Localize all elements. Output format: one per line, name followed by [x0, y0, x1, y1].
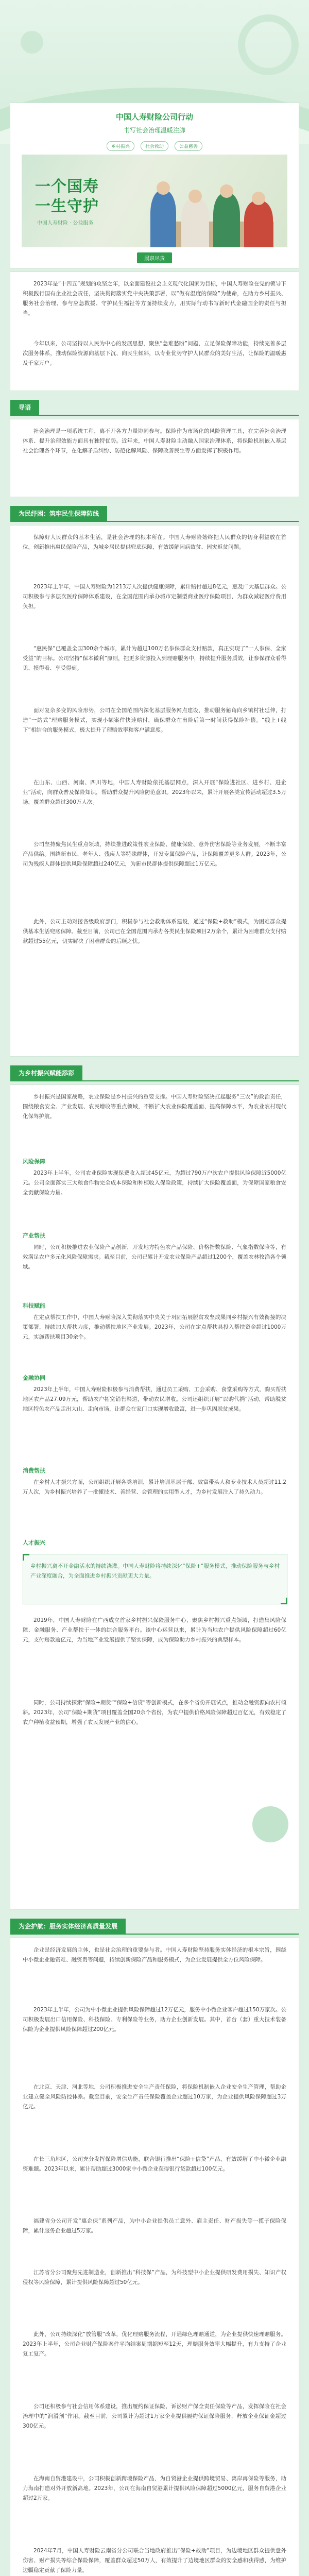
section-header-part3	[10, 1919, 299, 1934]
person-head	[157, 181, 170, 195]
body-paragraph: 此外，公司持续深化“放管服”改革，优化理赔服务流程，开通绿色理赔通道，为企业提供快速理赔服务。2023年上半年，公司企业财产保险案件平均结案周期缩短至12天，理赔服务效率大幅提升，有力支持了企业复工复产。	[23, 2331, 286, 2357]
body-paragraph: 2023年上半年，中国人寿财险积极参与消费帮扶，通过员工采购、工会采购、食堂采购等方式，购买帮扶地区农产品27.09万元，帮助农户拓宽销售渠道，带动农民增收。公司还组织开展“以购代捐”活动，帮助脱贫地区特色农产品走出大山、走向市场，让群众在家门口实现增收致富，进一步巩固脱贫成果。	[23, 1386, 286, 1412]
person-figure	[244, 201, 273, 247]
subsection-title: 风险保障	[23, 1158, 45, 1165]
decorative-circle	[252, 1806, 288, 1842]
section-label: 为民纾困：筑牢民生保障防线	[10, 506, 107, 521]
body-paragraph: 企业是经济发展的主体，也是社会治理的重要参与者。中国人寿财险坚持服务实体经济的根本宗旨，围绕中小微企业融资难、融资贵等问题，持续创新保险产品和服务模式，为企业发展提供全方位风险保障。	[23, 1947, 286, 1963]
section-rule	[10, 1080, 299, 1081]
lead-paragraph: 社会治理是一项系统工程，离不开各方力量协同参与。保险作为市场化的风险管理工具，在完善社会治理体系、提升治理效能方面具有独特优势。近年来，中国人寿财险主动融入国家治理体系，将保险机制嵌入基层社会治理各个环节，在化解矛盾纠纷、防范化解风险、保障改善民生等方面发挥了积极作用。	[23, 428, 286, 454]
subsection-title: 金融协同	[23, 1375, 45, 1381]
body-paragraph: 在长三角地区，公司充分发挥保险增信功能，联合银行推出“保险+信贷”产品，有效缓解了中小微企业融资难题。2023年以来，累计帮助超过3000家中小微企业获得银行贷款超过100亿元。	[23, 2156, 286, 2172]
body-paragraph: 面对复杂多变的风险形势，公司在全国范围内深化基层服务网点建设，推动服务触角向乡镇村社延伸，打造“一站式”理赔服务模式，实现小额案件快速赔付，确保群众在出险后第一时间获得保险补偿。“线上+线下”相结合的服务模式，极大提升了理赔效率和客户满意度。	[23, 707, 286, 733]
photo-slogan-sub: 中国人寿财险 · 公益服务	[37, 221, 94, 226]
body-paragraph: 公司坚持聚焦民生重点领域，持续推进政策性农业保险、健康保险、意外伤害保险等业务发展，不断丰富产品供给。围绕新市民、老年人、残疾人等特殊群体，开发专属保险产品，让保障覆盖更多人群。2023年，公司为残疾人群体提供风险保障超过240亿元，为新市民群体提供保障超过1万亿元。	[23, 841, 286, 867]
body-paragraph: 2023年上半年，公司农业保险实现保费收入超过45亿元，为超过790万户次农户提供风险保障近5000亿元。公司全面落实三大粮食作物完全成本保险和种植收入保险政策，持续扩大保险覆盖面，为保障国家粮食安全贡献保险力量。	[23, 1170, 286, 1196]
body-paragraph: 在乡村人才振兴方面，公司组织开展各类培训，累计培训基层干部、致富带头人和专业技术人员超过11.2万人次，为乡村振兴培养了一批懂技术、善经营、会管理的实用型人才，为乡村发展注入了持久动力。	[23, 1479, 286, 1495]
person-figure	[213, 193, 240, 247]
intro-card	[10, 272, 299, 391]
tip-corner	[281, 1598, 287, 1604]
caption-label: 履职尽责	[137, 252, 172, 263]
body-paragraph: 此外，公司主动对接各级政府部门，积极参与社会救助体系建设，通过“保险+救助”模式，为困难群众提供基本生活兜底保障。截至目前，公司已在全国范围内承办各类民生保险项目2万余个，累计为困难群众支付赔款超过55亿元，切实解决了困难群众的后顾之忧。	[23, 919, 286, 944]
tag-item: 公益慈善	[175, 141, 202, 151]
body-paragraph: 2019年，中国人寿财险在广西成立首家乡村振兴保险服务中心，聚焦乡村振兴重点领域，打造集风险保障、金融服务、产业帮扶于一体的综合服务平台。该中心运营以来，累计为当地农户提供风险保障超过60亿元，支付赔款逾亿元，为当地产业发展提供了坚实保障，成为保险助力乡村振兴的典型样本。	[23, 1617, 286, 1643]
tag-item: 乡村振兴	[107, 141, 134, 151]
body-paragraph: 在北京、天津、河北等地，公司积极推进安全生产责任保险，将保险机制嵌入企业安全生产管理，帮助企业建立健全风险防控体系。截至目前，安全生产责任保险覆盖企业超过10万家，为企业提供风险保障超过3万亿元。	[23, 2084, 286, 2110]
decorative-ring	[238, 14, 299, 75]
section-label: 导语	[10, 400, 39, 415]
slogan-line: 一生守护	[35, 197, 99, 215]
subsection-title: 科技赋能	[23, 1302, 45, 1309]
tag-list	[10, 141, 299, 151]
tip-corner	[23, 1554, 29, 1561]
photo-caption	[10, 252, 299, 263]
body-paragraph: 同时，公司持续探索“保险+期货”“保险+信贷”等创新模式，在多个省份开展试点，推动金融资源向农村倾斜。2023年，公司“保险+期货”项目覆盖全国20余个省份，为农户提供价格风险保障超过百亿元，有效稳定了农户种植收益预期，增强了农民发展产业的信心。	[23, 1700, 286, 1725]
person-figure	[150, 191, 176, 247]
body-paragraph: 在山东、山西、河南、四川等地，中国人寿财险依托基层网点，深入开展“保险进社区、进乡村、进企业”活动，向群众普及保险知识，帮助群众提升风险防范意识。2023年以来，累计开展各类宣传活动超过3.5万场，覆盖群众超过300万人次。	[23, 779, 286, 805]
tag-item: 社会救助	[141, 141, 168, 151]
body-paragraph: “惠民保”已覆盖全国300余个城市，累计为超过100万名参保群众支付赔款，真正实现了“一人参保、全家受益”的目标。公司坚持“保本微利”原则，把更多资源投入到理赔服务中，持续提升服务质效，让参保群众看得见、摸得着、享受得到。	[23, 646, 286, 671]
title-card	[10, 103, 299, 268]
page-title: 中国人寿财险公司行动	[115, 112, 193, 122]
intro-paragraph: 今年以来，公司坚持以人民为中心的发展思想，聚焦“急难愁盼”问题，立足保险保障功能，持续完善多层次服务体系，推动保险资源向基层下沉、向民生倾斜，以专业优势守护人民群众的美好生活，让保险的温暖惠及千家万户。	[23, 341, 286, 366]
photo-slogan	[35, 177, 99, 216]
section-header-part1	[10, 506, 299, 521]
body-paragraph: 保障好人民群众的基本生活，是社会治理的根本所在。中国人寿财险始终把人民群众的切身利益放在首位，创新推出惠民保险产品，为城乡居民提供兜底保障，有效缓解因病致贫、因灾返贫问题。	[23, 534, 286, 550]
subsection-title: 产业帮扶	[23, 1232, 45, 1239]
intro-paragraph: 2023年是“十四五”规划的攻坚之年，以全面建设社会主义现代化国家为目标，中国人寿财险在党的领导下积极践行国有企业社会责任，坚决贯彻落实党中央决策部署，以“做有温度的保险”为使命，在助力乡村振兴、服务社会治理、参与应急救援、守护民生福祉等方面持续发力，用实际行动书写新时代金融国企的责任与担当。	[23, 281, 286, 316]
subsection-title: 消费帮扶	[23, 1467, 45, 1474]
person-head	[188, 190, 202, 203]
section-rule	[10, 1934, 299, 1935]
part1-card	[10, 526, 299, 1056]
body-paragraph: 在海南自贸港建设中，公司积极创新跨境保险产品，为自贸港企业提供跨境贸易、离岸再保险等服务，助力海南打造对外开放新高地。2023年，公司在海南自贸港累计提供风险保障超过5000亿元，服务自贸港企业超过2万家。	[23, 2476, 286, 2501]
decorative-dot	[21, 31, 43, 54]
tip-text: 乡村振兴离不开金融活水的持续浇灌。中国人寿财险将持续深化“保险+”服务模式，推动保险服务与乡村产业深度融合，为全面推进乡村振兴贡献更大力量。	[30, 1563, 280, 1579]
section-rule	[10, 415, 299, 416]
body-paragraph: 2024年7月，中国人寿财险云南省分公司联合当地政府推出“保险+救助”项目，为边境地区群众提供意外伤害、财产损失等综合保险保障，覆盖群众超过50万人，有效提升了边境地区群众的安全感和获得感，为维护边疆稳定贡献了保险力量。	[23, 2548, 286, 2573]
part2-card	[10, 1085, 299, 1909]
slogan-line: 一个国寿	[35, 178, 99, 196]
body-paragraph: 福建省分公司开发“惠企保”系列产品，为中小企业提供员工意外、雇主责任、财产损失等一揽子保险保障，累计服务企业超过5万家。	[23, 2218, 286, 2234]
person-head	[220, 184, 233, 198]
body-paragraph: 2023年上半年，公司为中小微企业提供风险保障超过12万亿元，服务中小微企业客户超过150万家次。公司积极发展出口信用保险、科技保险、专利保险等业务，助力企业创新发展。其中，首台（套）重大技术装备保险为企业提供风险保障超过200亿元。	[23, 2007, 286, 2032]
section-rule	[10, 521, 299, 522]
hero-photo	[22, 155, 287, 247]
body-paragraph: 在定点帮扶工作中，中国人寿财险深入贯彻落实中央关于巩固拓展脱贫攻坚成果同乡村振兴有效衔接的决策部署，持续加大帮扶力度，推动帮扶地区产业发展。2023年，公司在定点帮扶县投入帮扶资金超过1000万元，实施帮扶项目30余个。	[23, 1314, 286, 1340]
body-paragraph: 江苏省分公司聚焦先进制造业，创新推出“科技保”产品，为科技型中小企业提供研发费用损失、知识产权侵权等风险保障，累计提供风险保障超过50亿元。	[23, 2269, 286, 2285]
page-subtitle: 书写社会治理温暖注脚	[123, 127, 185, 134]
body-paragraph: 同时，公司积极推进农业保险产品创新，开发地方特色农产品保险、价格指数保险、气象指数保险等，有效满足农户多元化风险保障需求。截至目前，公司已累计开发农业保险产品超过1200个，覆盖农林牧渔各个领域。	[23, 1244, 286, 1270]
body-paragraph: 2023年上半年，中国人寿财险为1213万人次提供健康保障，累计赔付超过8亿元，惠及广大基层群众。公司积极参与多层次医疗保障体系建设，在全国范围内承办城市定制型商业医疗保险项目，为群众减轻医疗费用负担。	[23, 584, 286, 609]
section-header-intro	[10, 400, 299, 415]
body-paragraph: 乡村振兴是国家战略，农业保险是乡村振兴的重要支撑。中国人寿财险坚决扛起服务“三农”的政治责任，围绕粮食安全、产业发展、农民增收等重点领域，不断扩大农业保险覆盖面、提高保障水平，为农业农村现代化保驾护航。	[23, 1094, 286, 1120]
body-paragraph: 公司还积极参与社会信用体系建设，推出履约保证保险、诉讼财产保全责任保险等产品，发挥保险在社会治理中的“润滑剂”作用。截至目前，公司累计为超过1万家企业提供履约保证保险服务，释放企业保证金超过300亿元。	[23, 2403, 286, 2429]
tip-box	[23, 1554, 287, 1604]
section-label: 为企护航：服务实体经济高质量发展	[10, 1919, 126, 1934]
section-header-part2	[10, 1065, 299, 1081]
subsection-title: 人才振兴	[23, 1539, 45, 1546]
person-figure	[181, 198, 209, 247]
part3-card	[10, 1938, 299, 2576]
person-head	[252, 192, 265, 205]
section-label: 为乡村振兴赋能添彩	[10, 1065, 82, 1081]
lead-card	[10, 419, 299, 497]
